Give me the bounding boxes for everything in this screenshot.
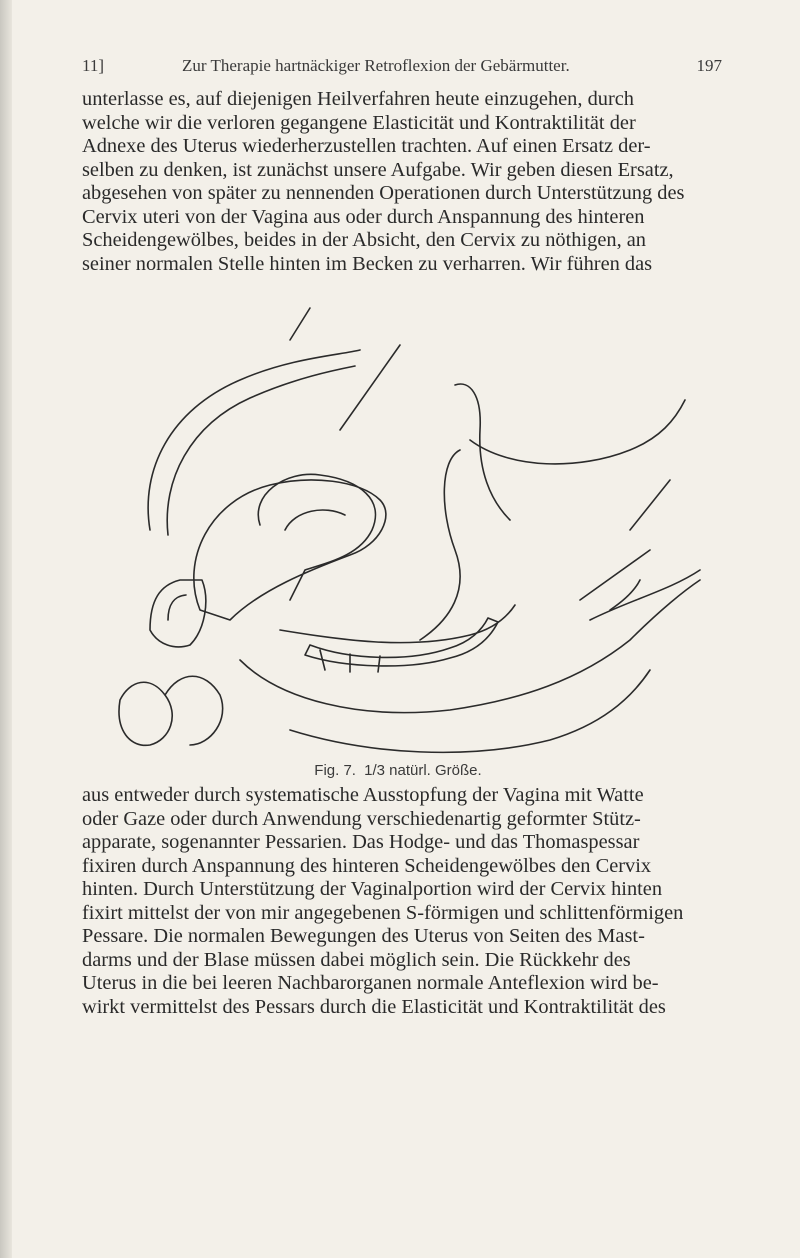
- coccyx-line: [590, 570, 700, 620]
- upper-line: [290, 308, 310, 340]
- running-title: Zur Therapie hartnäckiger Retroflexion der Gebärmutter.: [182, 56, 570, 75]
- text-line: fixirt mittelst der von mir angegebenen S-förmigen und schlittenförmigen: [82, 901, 684, 924]
- text-line: aus entweder durch systematische Ausstopfung der Vagina mit Watte: [82, 784, 644, 806]
- labia-outline: [119, 682, 172, 745]
- text-line: Pessare. Die normalen Bewegungen des Uterus von Seiten des Mast-: [82, 925, 645, 947]
- vagina-outline: [280, 605, 515, 643]
- uterus-outline: [258, 474, 375, 600]
- body-paragraph-top: [82, 88, 722, 276]
- figure-caption: [0, 762, 800, 779]
- pubic-bone-inner: [168, 595, 186, 620]
- perineum-bottom: [290, 670, 650, 752]
- text-line: welche wir die verloren gegangene Elasticität und Kontraktilität der: [82, 111, 636, 134]
- anatomical-figure: [110, 300, 710, 760]
- section-number: 11]: [82, 56, 105, 75]
- text-line: Cervix uteri von der Vagina aus oder durch Anspannung des hinteren: [82, 205, 645, 228]
- text-line: darms und der Blase müssen dabei möglich sein. Die Rückkehr des: [82, 948, 631, 971]
- pubic-bone: [150, 580, 206, 647]
- text-line: fixiren durch Anspannung des hinteren Scheidengewölbes den Cervix: [82, 854, 652, 877]
- figure-scale: 1/3 natürl. Größe.: [364, 762, 482, 779]
- text-line: selben zu denken, ist zunächst unsere Aufgabe. Wir geben diesen Ersatz,: [82, 158, 674, 181]
- sacrum-outline: [470, 400, 685, 464]
- text-line: hinten. Durch Unterstützung der Vaginalportion wird der Cervix hinten: [82, 878, 663, 900]
- pelvis-sagittal-drawing: [110, 300, 710, 760]
- text-line: apparate, sogenannter Pessarien. Das Hodge- und das Thomaspessar: [82, 831, 640, 853]
- uterus-cavity: [285, 510, 345, 530]
- page-number: 197: [696, 56, 722, 75]
- text-line: oder Gaze oder durch Anwendung verschiedenartig geformter Stütz-: [82, 807, 641, 830]
- figure-label: Fig. 7.: [314, 762, 356, 779]
- text-line: seiner normalen Stelle hinten im Becken zu verharren. Wir führen das: [82, 252, 653, 275]
- text-line: abgesehen von später zu nennenden Operationen durch Unterstützung des: [82, 182, 685, 204]
- right-line: [630, 480, 670, 530]
- text-line: wirkt vermittelst des Pessars durch die Elasticität und Kontraktilität des: [82, 995, 666, 1018]
- rectum-outline: [420, 450, 460, 640]
- sacrum-curve: [455, 384, 510, 520]
- upper-line-2: [340, 345, 400, 430]
- text-line: Adnexe des Uterus wiederherzustellen trachten. Auf einen Ersatz der-: [82, 135, 651, 157]
- body-paragraph-bottom: [82, 784, 722, 1019]
- text-line: Scheidengewölbes, beides in der Absicht, den Cervix zu nöthigen, an: [82, 229, 647, 251]
- labia-outline-2: [165, 676, 223, 745]
- text-line: unterlasse es, auf diejenigen Heilverfahren heute einzugehen, durch: [82, 88, 635, 110]
- text-line: Uterus in die bei leeren Nachbarorganen normale Anteflexion wird be-: [82, 972, 659, 994]
- page-binding-edge: [0, 0, 12, 1258]
- anal-region: [580, 550, 650, 610]
- abdominal-wall-outline: [148, 350, 360, 530]
